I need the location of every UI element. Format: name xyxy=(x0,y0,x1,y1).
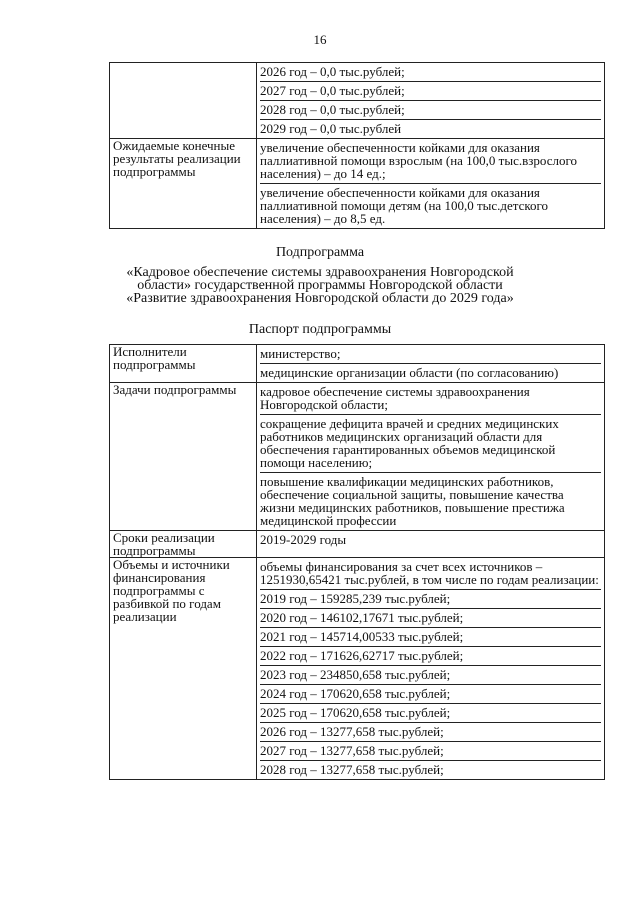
list-item: 2028 год – 13277,658 тыс.рублей; xyxy=(260,762,444,777)
list-item: сокращение дефицита врачей и средних медицинских работников медицинских организаций области для обеспечения гарантированных объемов медицинской помощи населению; xyxy=(260,415,601,473)
expected-results-cell xyxy=(257,139,605,229)
empty-label-cell xyxy=(110,63,257,139)
list-item: 2024 год – 170620,658 тыс.рублей; xyxy=(260,685,601,704)
list-item: 2026 год – 0,0 тыс.рублей; xyxy=(260,63,601,82)
terms-cell xyxy=(257,531,605,558)
list-item: 2023 год – 234850,658 тыс.рублей; xyxy=(260,666,601,685)
list-item: 2020 год – 146102,17671 тыс.рублей; xyxy=(260,609,601,628)
tasks-cell xyxy=(257,383,605,531)
list-item: 2019 год – 159285,239 тыс.рублей; xyxy=(260,590,601,609)
list-item: объемы финансирования за счет всех источников – 1251930,65421 тыс.рублей, в том числе по годам реализации: xyxy=(260,558,601,590)
list-item: 2027 год – 13277,658 тыс.рублей; xyxy=(260,742,601,761)
table-row xyxy=(110,139,605,229)
list-item: кадровое обеспечение системы здравоохранения Новгородской области; xyxy=(260,383,601,415)
table-row xyxy=(110,63,605,139)
page-number: 16 xyxy=(313,32,327,47)
executors-label: Исполнители подпрограммы xyxy=(110,345,257,383)
list-item: 2019-2029 годы xyxy=(260,532,347,547)
list-item: медицинские организации области (по согласованию) xyxy=(260,365,559,380)
list-item: повышение квалификации медицинских работников, обеспечение социальной защиты, повышение качества жизни медицинских работников, повышение престижа медицинской профессии xyxy=(260,474,565,528)
list-item: 2025 год – 170620,658 тыс.рублей; xyxy=(260,704,601,723)
table-row xyxy=(110,531,605,558)
list-item: 2026 год – 13277,658 тыс.рублей; xyxy=(260,723,601,742)
list-item: 2027 год – 0,0 тыс.рублей; xyxy=(260,82,601,101)
expected-results-label: Ожидаемые конечные результаты реализации подпрограммы xyxy=(110,139,257,229)
subprogram-title: «Кадровое обеспечение системы здравоохранения Новгородской области» государственной программы Новгородской области «Развитие здравоохранения Новгородской области до 2029 года» xyxy=(126,265,514,306)
tasks-label: Задачи подпрограммы xyxy=(110,383,257,531)
list-item: 2022 год – 171626,62717 тыс.рублей; xyxy=(260,647,601,666)
passport-table xyxy=(109,344,605,780)
list-item: министерство; xyxy=(260,345,601,364)
list-item: увеличение обеспеченности койками для оказания паллиативной помощи детям (на 100,0 тыс.детского населения) – до 8,5 ед. xyxy=(260,185,549,226)
executors-cell xyxy=(257,345,605,383)
passport-heading: Паспорт подпрограммы xyxy=(248,322,392,337)
funding-continuation-cell xyxy=(257,63,605,139)
funding-cell xyxy=(257,558,605,780)
funding-label: Объемы и источники финансирования подпрограммы с разбивкой по годам реализации xyxy=(110,558,257,780)
terms-label: Сроки реализации подпрограммы xyxy=(110,531,257,558)
table-row xyxy=(110,383,605,531)
list-item: 2029 год – 0,0 тыс.рублей xyxy=(260,121,402,136)
subprogram-heading: Подпрограмма xyxy=(275,245,365,260)
table-row xyxy=(110,345,605,383)
table-row xyxy=(110,558,605,780)
list-item: 2028 год – 0,0 тыс.рублей; xyxy=(260,101,601,120)
results-table xyxy=(109,62,605,229)
list-item: 2021 год – 145714,00533 тыс.рублей; xyxy=(260,628,601,647)
list-item: увеличение обеспеченности койками для оказания паллиативной помощи взрослым (на 100,0 тыс.взрослого населения) – до 14 ед.; xyxy=(260,139,601,184)
